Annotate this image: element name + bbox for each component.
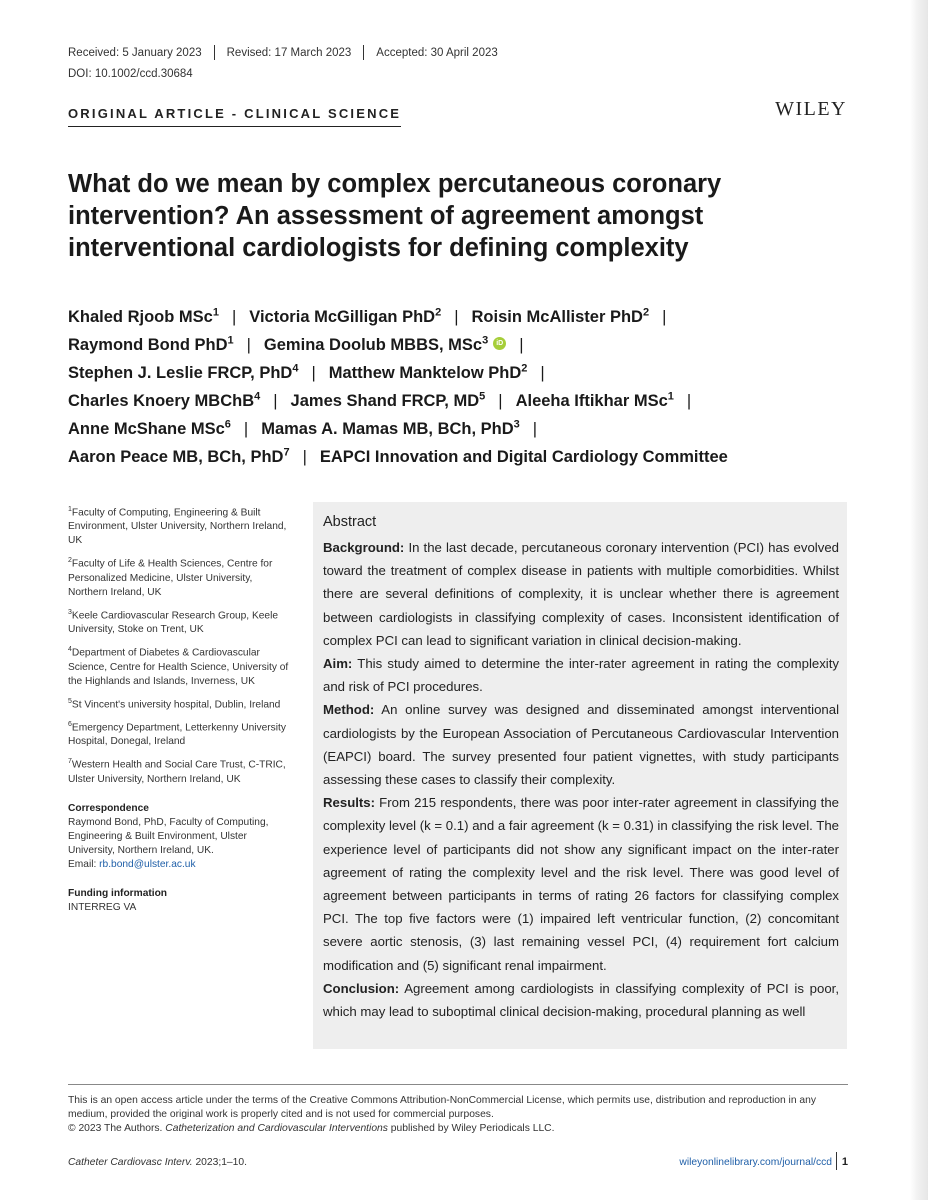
author-group[interactable]: EAPCI Innovation and Digital Cardiology Committee bbox=[319, 448, 728, 466]
abstract-aim: Aim: This study aimed to determine the inter-rater agreement in rating the complexity and risk of PCI procedures. bbox=[323, 656, 839, 695]
author-line: Aaron Peace MB, BCh, PhD$^7$ | EAPCI Innovation and Digital Cardiology Committee bbox=[68, 446, 728, 466]
affiliation: $^4$Department of Diabetes & Cardiovascular Science, Centre for Health Science, University of the Highlands and Islands, Inverness, UK bbox=[68, 646, 289, 687]
author[interactable]: James Shand FRCP, $MD^5$ bbox=[290, 390, 486, 410]
article-dates bbox=[68, 45, 498, 60]
author[interactable]: Roisin McAllister PhD$^2$ bbox=[471, 306, 650, 326]
abstract-method: Method: An online survey was designed and disseminated amongst interventional cardiologists by the European Association of Percutaneous Cardiovascular Intervention (EAPCI) board. The survey presented four patient vignettes, with study participants assessing these cases to classify their complexity. bbox=[323, 702, 840, 788]
author-list bbox=[68, 303, 848, 471]
paper-title: What do we mean by complex percutaneous coronary intervention? An assessment of agreement amongst interventional cardiologists for defining complexity bbox=[68, 170, 722, 262]
article-type: ORIGINAL ARTICLE - CLINICAL SCIENCE bbox=[68, 106, 401, 127]
footer-divider bbox=[68, 1084, 848, 1085]
affiliation: $^2$Faculty of Life & Health Sciences, Centre for Personalized Medicine, Ulster University, Northern Ireland, UK bbox=[68, 557, 273, 598]
date-separator bbox=[214, 45, 215, 60]
abstract-box bbox=[313, 502, 847, 1049]
affiliation: $^3$Keele Cardiovascular Research Group, Keele University, Stoke on Trent, UK bbox=[68, 608, 279, 636]
funding-heading: Funding information bbox=[68, 887, 168, 899]
abstract-conclusion: Conclusion: Agreement among cardiologists in classifying complexity of PCI is poor, which may lead to suboptimal clinical decision-making, procedural planning as well bbox=[323, 980, 840, 1020]
author[interactable]: Aaron Peace MB, BCh, PhD$^7$ bbox=[68, 446, 290, 466]
affiliation: $^1$Faculty of Computing, Engineering & Built Environment, Ulster University, Northern Ireland, UK bbox=[68, 506, 287, 547]
author[interactable]: Victoria McGilligan PhD$^2$ bbox=[249, 306, 442, 326]
correspondence-heading: Correspondence bbox=[68, 802, 149, 814]
author[interactable]: Raymond Bond PhD$^1$ bbox=[68, 334, 234, 354]
author-line: Raymond Bond PhD$^1$ | Gemina Doolub MBBS, MSc$^3$ iD | bbox=[68, 334, 524, 354]
author-line: Stephen J. Leslie FRCP, PhD$^4$ | Matthew Manktelow PhD$^2$ | bbox=[68, 362, 545, 382]
journal-url-link[interactable]: wileyonlinelibrary.com/journal/ccd bbox=[679, 1157, 832, 1168]
orcid-icon[interactable]: iD bbox=[493, 337, 506, 350]
author[interactable]: Matthew Manktelow PhD$^2$ bbox=[328, 362, 528, 382]
received-date: Received: 5 January 2023 bbox=[68, 46, 202, 59]
author[interactable]: Stephen J. Leslie FRCP, PhD$^4$ bbox=[68, 362, 299, 382]
affiliation: $^7$Western Health and Social Care Trust, C-TRIC, Ulster University, Northern Ireland, UK bbox=[68, 758, 286, 785]
page-number-separator bbox=[836, 1152, 837, 1170]
page-number: 1 bbox=[841, 1156, 848, 1168]
author-line: Charles Knoery MBChB$^4$ | James Shand FRCP, $MD^5$ | Aleeha Iftikhar MSc$^1$ | bbox=[68, 390, 692, 410]
abstract-heading: Abstract bbox=[323, 514, 377, 530]
author-line: Anne McShane MSc$^6$ | Mamas A. Mamas MB, BCh, PhD$^3$ | bbox=[68, 418, 538, 438]
author[interactable]: Khaled Rjoob MSc$^1$ bbox=[68, 306, 219, 326]
doi[interactable]: DOI: 10.1002/ccd.30684 bbox=[68, 68, 193, 80]
revised-date: Revised: 17 March 2023 bbox=[226, 46, 352, 59]
author[interactable]: Charles Knoery MBChB$^4$ bbox=[68, 390, 261, 410]
author[interactable]: Gemina Doolub MBBS, MSc$^3$ bbox=[263, 334, 489, 354]
abstract-background: Background: In the last decade, percutaneous coronary intervention (PCI) has evolved toward the treatment of complex disease in patients with multiple comorbidities. Whilst there are several definitions of complexity, it is unclear whether there is agreement between cardiologists in classifying complexity of cases. Inconsistent identification of complex PCI can lead to significant variation in clinical decision-making. bbox=[323, 540, 839, 648]
publisher-logo: WILEY bbox=[775, 98, 847, 120]
sidebar-affiliations bbox=[68, 503, 293, 915]
license-notice: This is an open access article under the terms of the Creative Commons Attribution-NonCommercial License, which permits use, distribution and reproduction in any medium, provided the original work is properly cited and is not used for commercial purposes. © 2023 The Authors. Catheterization and Cardiovascular Interventions published by Wiley Periodicals LLC. bbox=[68, 1095, 817, 1134]
page-edge-shadow bbox=[910, 0, 928, 1200]
date-separator bbox=[363, 45, 364, 60]
author[interactable]: Anne McShane MSc$^6$ bbox=[68, 418, 231, 438]
author-line: Khaled Rjoob MSc$^1$ | Victoria McGilligan PhD$^2$ | Roisin McAllister PhD$^2$ | bbox=[68, 306, 667, 326]
abstract-results: Results: From 215 respondents, there was poor inter-rater agreement in classifying the complexity level (k = 0.1) and a fair agreement (k = 0.31) in classifying the risk level. The experience level of participants did not show any significant impact on the inter-rater agreement of rating the complexity level and the risk level. There was good level of agreement between participants in terms of rating 26 factors for classifying complex PCI. The top five factors were (1) impaired left ventricular function, (2) concomitant severe aortic stenosis, (3) last remaining vessel PCI, (4) requirement fort calcium modification and (5) significant renal impairment. bbox=[323, 795, 839, 973]
funding-text: INTERREG VA bbox=[68, 901, 137, 913]
affiliation: $^6$Emergency Department, Letterkenny University Hospital, Donegal, Ireland bbox=[68, 720, 286, 748]
affiliation: $^5$St Vincent's university hospital, Dublin, Ireland bbox=[68, 697, 281, 710]
correspondence-text: Raymond Bond, PhD, Faculty of Computing, Engineering & Built Environment, Ulster University, Northern Ireland, UK. Email: rb.bond@ulster.ac.uk bbox=[68, 816, 269, 870]
author[interactable]: Mamas A. Mamas MB, BCh, PhD$^3$ bbox=[261, 418, 520, 438]
author[interactable]: Aleeha Iftikhar MSc$^1$ bbox=[515, 390, 674, 410]
email-link[interactable]: rb.bond@ulster.ac.uk bbox=[99, 858, 196, 870]
journal-citation: Catheter Cardiovasc Interv. 2023;1–10. bbox=[68, 1157, 247, 1168]
accepted-date: Accepted: 30 April 2023 bbox=[376, 46, 498, 59]
